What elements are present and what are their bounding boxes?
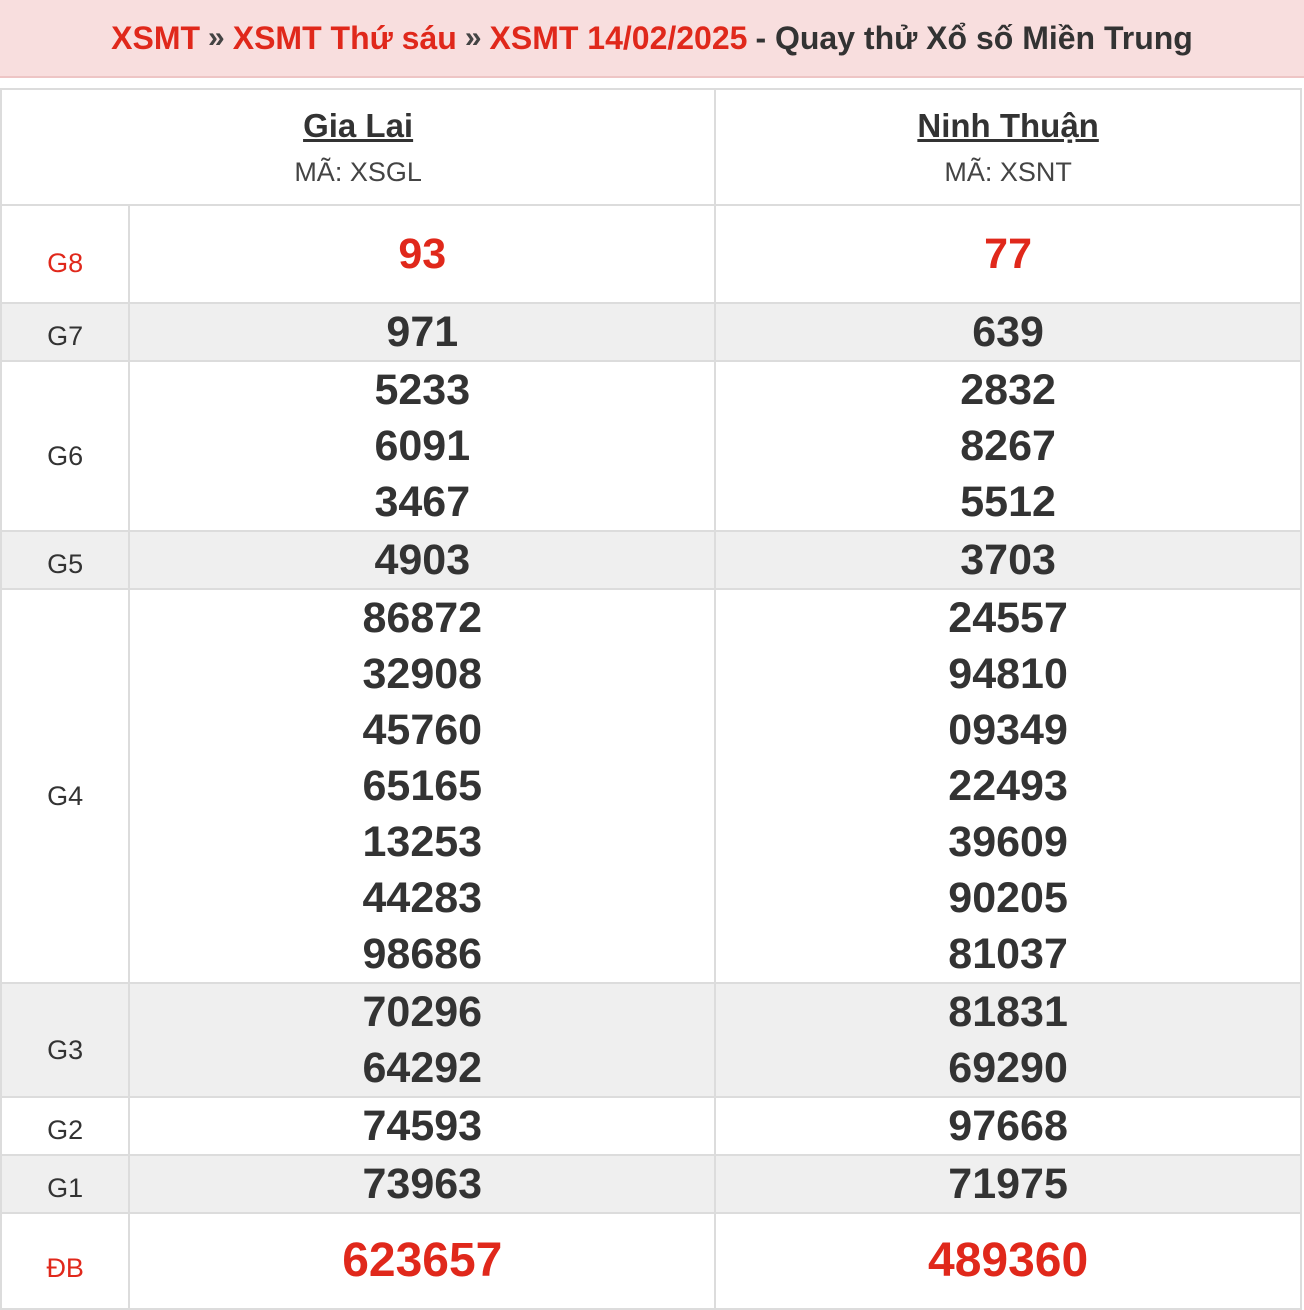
prize-number: 81831 [948, 988, 1068, 1036]
jackpot-number: 623657 [342, 1234, 503, 1287]
prize-number: 971 [386, 308, 459, 356]
prize-cell [129, 1155, 715, 1213]
prize-row-g7 [1, 303, 1301, 361]
prize-number: 09349 [948, 706, 1068, 754]
prize-label: ĐB [1, 1213, 129, 1309]
province-header-ninh-thuan [715, 89, 1301, 205]
prize-number: 45760 [362, 706, 483, 754]
breadcrumb-separator-icon: » [208, 21, 225, 54]
breadcrumb-weekday-link[interactable]: XSMT Thứ sáu [232, 19, 457, 56]
prize-cell [715, 983, 1301, 1097]
prize-number: 3703 [960, 536, 1056, 584]
prize-label: G5 [1, 531, 129, 589]
province-code: MÃ: XSGL [294, 156, 422, 187]
prize-number: 39609 [948, 818, 1068, 866]
prize-number: 8267 [960, 422, 1056, 470]
prize-label: G2 [1, 1097, 129, 1155]
prize-cell [715, 1213, 1301, 1309]
prize-number: 70296 [362, 988, 483, 1036]
prize-number: 86872 [362, 594, 483, 642]
prize-row-g4 [1, 589, 1301, 983]
prize-number: 6091 [374, 422, 471, 470]
prize-row-db [1, 1213, 1301, 1309]
province-header-gia-lai [1, 89, 715, 205]
prize-cell [129, 531, 715, 589]
prize-number: 81037 [948, 930, 1068, 978]
prize-number: 65165 [362, 762, 483, 810]
prize-number: 44283 [362, 874, 483, 922]
prize-label: G4 [1, 589, 129, 983]
prize-cell [129, 983, 715, 1097]
prize-cell [129, 589, 715, 983]
prize-number: 71975 [948, 1160, 1068, 1208]
prize-number: 5233 [374, 366, 471, 414]
prize-cell [129, 1213, 715, 1309]
prize-number: 90205 [948, 874, 1068, 922]
prize-row-g5 [1, 531, 1301, 589]
prize-cell [715, 1097, 1301, 1155]
prize-number: 98686 [362, 930, 483, 978]
prize-cell [715, 531, 1301, 589]
prize-number: 2832 [960, 366, 1056, 414]
prize-row-g8 [1, 205, 1301, 303]
prize-number: 13253 [362, 818, 483, 866]
prize-number: 3467 [374, 478, 471, 526]
prize-number: 32908 [362, 650, 483, 698]
prize-row-g1 [1, 1155, 1301, 1213]
prize-number: 64292 [362, 1044, 483, 1092]
province-link-gia-lai[interactable]: Gia Lai [303, 106, 414, 144]
page-title [0, 0, 1304, 78]
prize-cell [129, 205, 715, 303]
prize-cell [715, 589, 1301, 983]
results-table [0, 88, 1302, 1310]
prize-number: 24557 [948, 594, 1068, 642]
prize-row-g3 [1, 983, 1301, 1097]
prize-number: 639 [972, 308, 1044, 356]
jackpot-number: 489360 [928, 1234, 1089, 1287]
prize-number: 97668 [948, 1102, 1068, 1150]
prize-cell [129, 303, 715, 361]
prize-cell [715, 1155, 1301, 1213]
breadcrumb-xsmt-link[interactable]: XSMT [111, 19, 201, 56]
prize-number: 74593 [362, 1102, 483, 1150]
province-header-row [1, 89, 1301, 205]
breadcrumb-separator-icon: » [464, 21, 482, 54]
prize-number: 69290 [948, 1044, 1068, 1092]
province-code: MÃ: XSNT [944, 156, 1072, 187]
prize-label: G7 [1, 303, 129, 361]
prize-number: 77 [984, 230, 1033, 278]
prize-label: G8 [1, 205, 129, 303]
prize-label: G6 [1, 361, 129, 531]
prize-label: G3 [1, 983, 129, 1097]
prize-cell [129, 1097, 715, 1155]
prize-number: 93 [398, 230, 447, 278]
prize-cell [715, 205, 1301, 303]
breadcrumb-date-link[interactable]: XSMT 14/02/2025 [489, 19, 748, 56]
prize-label: G1 [1, 1155, 129, 1213]
prize-number: 73963 [362, 1160, 483, 1208]
province-link-ninh-thuan[interactable]: Ninh Thuận [917, 106, 1099, 144]
prize-number: 22493 [948, 762, 1068, 810]
prize-row-g6 [1, 361, 1301, 531]
prize-cell [715, 361, 1301, 531]
prize-row-g2 [1, 1097, 1301, 1155]
prize-cell [129, 361, 715, 531]
prize-cell [715, 303, 1301, 361]
page-subtitle: - Quay thử Xổ số Miền Trung [755, 19, 1193, 56]
prize-number: 4903 [374, 536, 471, 584]
prize-number: 5512 [960, 478, 1056, 526]
prize-number: 94810 [948, 650, 1068, 698]
